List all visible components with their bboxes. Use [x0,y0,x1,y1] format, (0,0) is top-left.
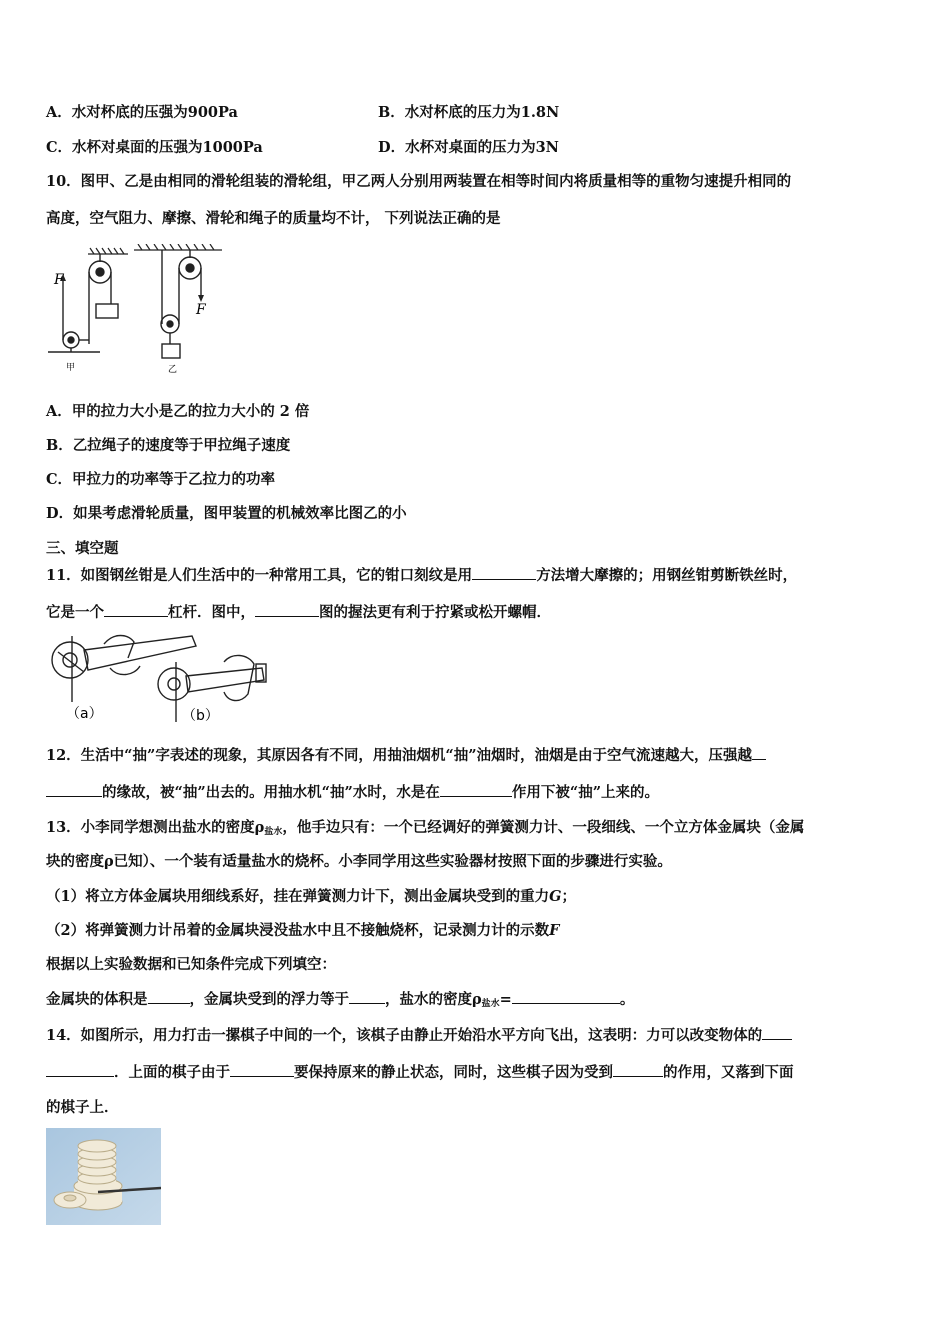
q13-blank-buoyancy[interactable] [349,989,385,1004]
q14-blank-2[interactable] [230,1062,294,1077]
q14-line3: 的棋子上． [46,1099,119,1116]
q10-stem-line1: 10．图甲、乙是由相同的滑轮组装的滑轮组，甲乙两人分别用两装置在相等时间内将质量相等的重物匀速提升相同的 [46,173,792,190]
q13-line2: 块的密度ρ已知）、一个装有适量盐水的烧杯。小李同学用这些实验器材按照下面的步骤进行实验。 [46,853,672,870]
q13-text-a: 13．小李同学想测出盐水的密度ρ [46,819,265,836]
flying-chess-piece [54,1192,86,1208]
q13-step2-text: （2）将弹簧测力计吊着的金属块浸没盐水中且不接触烧杯，记录测力计的示数 [46,922,550,939]
q14-line1 [46,1025,792,1046]
q13-step1-text: （1）将立方体金属块用细线系好，挂在弹簧测力计下，测出金属块受到的重力 [46,888,550,905]
q11-text-b: 方法增大摩擦的；用钢丝钳剪断铁丝时， [536,567,798,584]
q12-blank-1-cont[interactable] [46,782,102,797]
q9-option-d: D．水杯对桌面的压力为3N [378,139,559,156]
q14-blank-3[interactable] [613,1062,663,1077]
pulley-jia [48,254,118,352]
q13-blank-density[interactable] [512,989,620,1004]
q13-step2 [46,921,559,941]
q10-option-d: D．如果考虑滑轮质量，图甲装置的机械效率比图乙的小 [46,505,407,522]
q11-blank-3[interactable] [255,602,319,617]
q13-blank-volume[interactable] [148,989,190,1004]
q13-var-f: F [549,922,560,939]
q13-text-d: ，金属块受到的浮力等于 [189,991,349,1008]
q10-option-c: C．甲拉力的功率等于乙拉力的功率 [46,471,276,488]
q13-text-b: ，他手边只有：一个已经调好的弹簧测力计、一段细线、一个立方体金属块（金属 [282,819,805,836]
q13-line6 [46,989,634,1014]
q9-option-c: C．水杯对桌面的压强为1000Pa [46,139,263,156]
ceiling-hatch-jia [88,248,128,254]
ceiling-hatch-yi [134,244,222,250]
pulley-yi [161,250,201,358]
q9-option-b: B．水对杯底的压力为1.8N [378,104,560,121]
pliers-figure [44,632,270,728]
q12-text-c: 作用下被“抽”上来的。 [511,784,660,801]
q9-option-a: A．水对杯底的压强为900Pa [46,104,238,121]
q13-text-c: 金属块的体积是 [46,991,148,1008]
fig-label-a: （a） [66,706,103,722]
q12-line2 [46,782,659,803]
q11-text-a: 11．如图钢丝钳是人们生活中的一种常用工具，它的钳口刻纹是用 [46,567,473,584]
q13-text-e: ，盐水的密度ρ [385,991,482,1008]
pulley-system-figure [44,244,230,376]
q11-line2 [46,602,551,623]
q12-text-a: 12．生活中“抽”字表述的现象，其原因各有不同，用抽油烟机“抽”油烟时，油烟是由于空气流速越大，压强越 [46,747,753,764]
force-label-jia: F [54,272,64,288]
q11-blank-1[interactable] [472,565,536,580]
q13-step1 [46,887,576,907]
q12-blank-2[interactable] [440,782,512,797]
q11-text-e: 图的握法更有利于拧紧或松开螺帽． [319,604,551,621]
q13-rho-sub: 盐水 [264,827,283,837]
q13-var-g: G [549,888,562,905]
q14-line2 [46,1062,794,1083]
q13-rho-sub-2: 盐水 [481,999,500,1009]
q10-stem-line2: 高度，空气阻力、摩擦、滑轮和绳子的质量均不计， 下列说法正确的是 [46,210,501,227]
q12-text-b: 的缘故，被“抽”出去的。用抽水机“抽”水时，水是在 [102,784,440,801]
q12-blank-1[interactable] [752,745,766,760]
q14-text-c: 要保持原来的静止状态，同时，这些棋子因为受到 [294,1064,613,1081]
q13-step1-end: ； [561,888,576,905]
q13-text-g: 。 [619,991,635,1008]
q14-text-b: ．上面的棋子由于 [114,1064,230,1081]
q12-line1 [46,745,766,766]
q13-text-f: = [499,991,512,1008]
q10-option-b: B．乙拉绳子的速度等于甲拉绳子速度 [46,437,291,454]
q11-text-c: 它是一个 [46,604,104,621]
q11-blank-2[interactable] [104,602,168,617]
q10-option-a: A．甲的拉力大小是乙的拉力大小的 2 倍 [46,403,310,420]
q14-text-a: 14．如图所示，用力打击一摞棋子中间的一个，该棋子由静止开始沿水平方向飞出，这表明：力可以改变物体的 [46,1027,763,1044]
q11-line1 [46,565,797,586]
q13-line5: 根据以上实验数据和已知条件完成下列填空： [46,956,336,973]
pliers-a [52,636,196,703]
section3-title: 三、填空题 [46,540,119,557]
q14-text-d: 的作用，又落到下面 [663,1064,794,1081]
q13-line1 [46,818,804,842]
force-label-yi: F [196,302,206,318]
chess-stack-photo [46,1128,161,1225]
label-yi: 乙 [168,365,178,375]
fig-label-b: （b） [182,708,219,724]
q14-blank-1[interactable] [762,1025,792,1040]
q14-blank-1-cont[interactable] [46,1062,114,1077]
label-jia: 甲 [66,363,76,373]
q11-text-d: 杠杆．图中， [168,604,255,621]
